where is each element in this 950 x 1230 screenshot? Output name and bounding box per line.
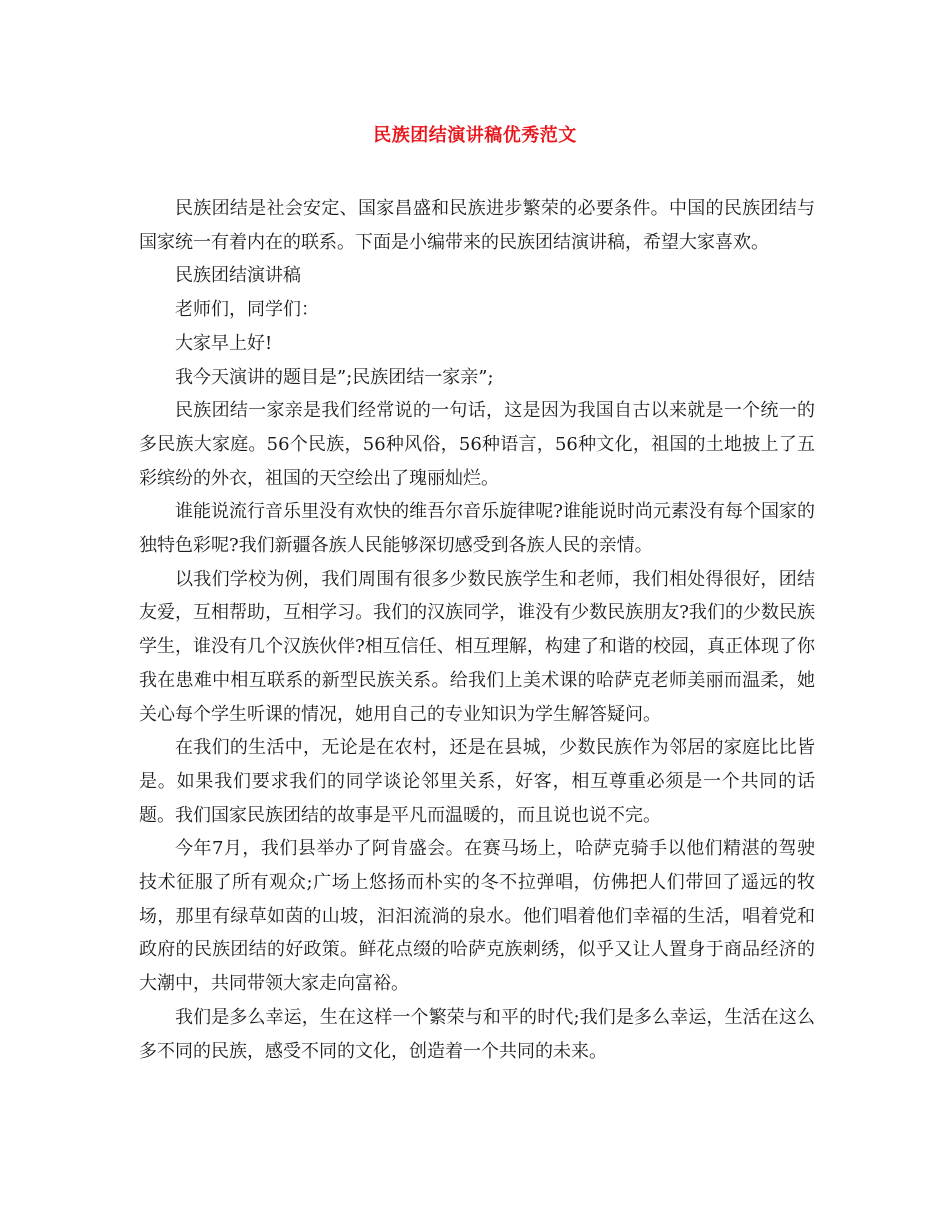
paragraph-speech-heading: 民族团结演讲稿: [175, 265, 301, 287]
paragraph-body: 今年7月，我们县举办了阿肯盛会。在赛马场上，哈萨克骑手以他们精湛的驾驶技术征服了所有观众;广场上悠扬而朴实的冬不拉弹唱，仿佛把人们带回了遥远的牧场，那里有绿草如茵的山坡，汩汩流淌的泉水。他们唱着他们幸福的生活，唱着党和政府的民族团结的好政策。鲜花点缀的哈萨克族刺绣，似乎又让人置身于商品经济的大潮中，共同带领大家走向富裕。: [139, 838, 815, 995]
paragraph-body: 民族团结一家亲是我们经常说的一句话，这是因为我国自古以来就是一个统一的多民族大家庭。56个民族，56种风俗，56种语言，56种文化，祖国的土地披上了五彩缤纷的外衣，祖国的天空绘出了瑰丽灿烂。: [139, 400, 815, 489]
document-body: [139, 192, 815, 1068]
paragraph-closing: 我们是多么幸运，生在这样一个繁荣与和平的时代;我们是多么幸运，生活在这么多不同的民族，感受不同的文化，创造着一个共同的未来。: [139, 1006, 815, 1062]
paragraph-topic: 我今天演讲的题目是”;民族团结一家亲”;: [175, 366, 494, 388]
paragraph-body: 谁能说流行音乐里没有欢快的维吾尔音乐旋律呢?谁能说时尚元素没有每个国家的独特色彩呢?我们新疆各族人民能够深切感受到各族人民的亲情。: [139, 501, 815, 557]
paragraph-greeting: 大家早上好!: [175, 332, 273, 354]
paragraph-body: 以我们学校为例，我们周围有很多少数民族学生和老师，我们相处得很好，团结友爱，互相帮助，互相学习。我们的汉族同学，谁没有少数民族朋友?我们的少数民族学生，谁没有几个汉族伙伴?相互信任、相互理解，构建了和谐的校园，真正体现了你我在患难中相互联系的新型民族关系。给我们上美术课的哈萨克老师美丽而温柔，她关心每个学生听课的情况，她用自己的专业知识为学生解答疑问。: [139, 568, 815, 725]
document-title: 民族团结演讲稿优秀范文: [373, 125, 577, 146]
paragraph-intro: 民族团结是社会安定、国家昌盛和民族进步繁荣的必要条件。中国的民族团结与国家统一有着内在的联系。下面是小编带来的民族团结演讲稿，希望大家喜欢。: [139, 198, 815, 253]
paragraph-salutation: 老师们，同学们：: [175, 299, 319, 321]
paragraph-body: 在我们的生活中，无论是在农村，还是在县城，少数民族作为邻居的家庭比比皆是。如果我们要求我们的同学谈论邻里关系，好客，相互尊重必须是一个共同的话题。我们国家民族团结的故事是平凡而温暖的，而且说也说不完。: [139, 737, 815, 826]
